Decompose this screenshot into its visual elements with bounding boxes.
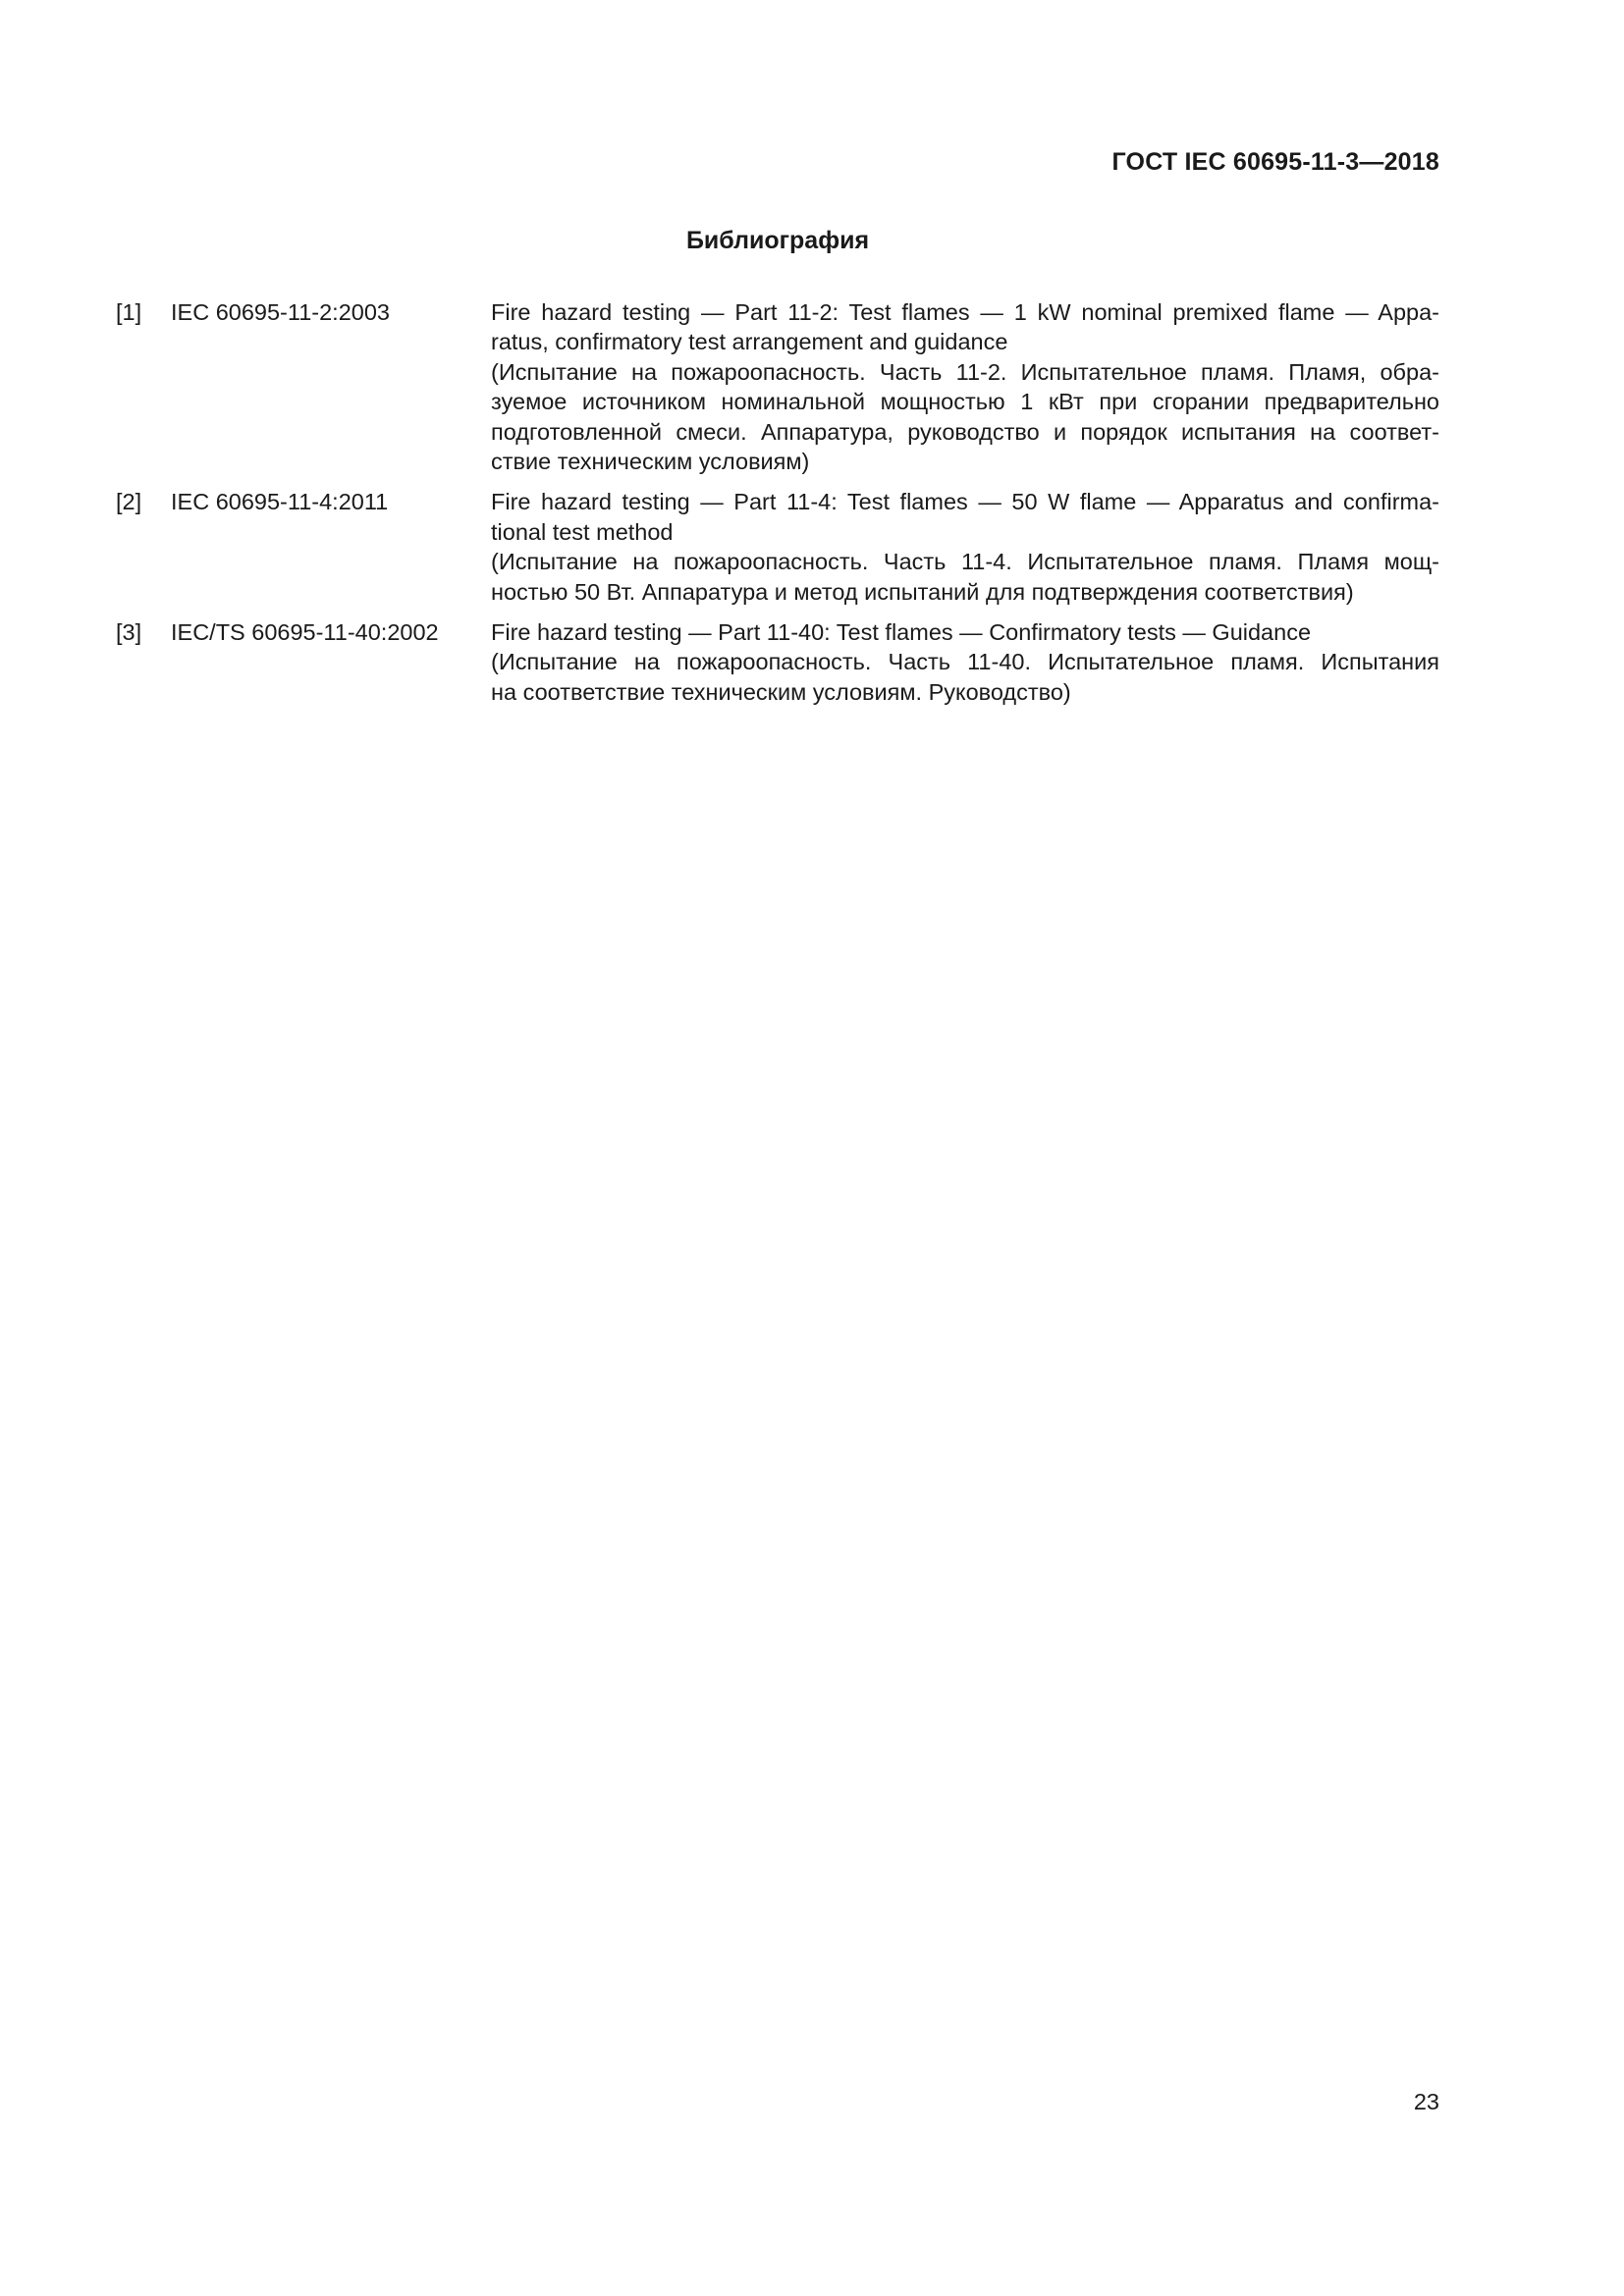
description-line: (Испытание на пожароопасность. Часть 11-4. Испытательное пламя. Пламя мощ- [491,549,1439,575]
page-number: 23 [1413,2089,1439,2114]
standard-code: IEC/TS 60695-11-40:2002 [171,619,439,646]
description-line: (Испытание на пожароопасность. Часть 11-40. Испытательное пламя. Испытания [491,649,1439,675]
standard-code: IEC 60695-11-2:2003 [171,299,390,325]
description-line: Fire hazard testing — Part 11-4: Test flames — 50 W flame — Apparatus and confirma- [491,489,1439,515]
description-line: ratus, confirmatory test arrangement and guidance [491,329,1008,355]
description-line: Fire hazard testing — Part 11-2: Test flames — 1 kW nominal premixed flame — Appa- [491,299,1439,325]
description-line: зуемое источником номинальной мощностью 1 кВт при сгорании предварительно [491,389,1439,415]
document-code-header: ГОСТ IEC 60695-11-3—2018 [1111,148,1439,176]
bibliography-list [116,297,1439,707]
bibliography-entry-3 [116,617,1439,707]
entry-number: [1] [116,299,142,325]
bibliography-title: Библиография [685,227,870,254]
standard-code: IEC 60695-11-4:2011 [171,489,389,515]
entry-description [491,487,1439,607]
description-line: ностью 50 Вт. Аппаратура и метод испытаний для подтверждения соответствия) [491,578,1354,605]
description-line: ствие техническим условиям) [491,449,810,475]
description-line: подготовленной смеси. Аппаратура, руководство и порядок испытания на соответ- [491,418,1439,445]
entry-description [491,297,1439,476]
bibliography-entry-1 [116,297,1439,476]
description-line: Fire hazard testing — Part 11-40: Test flames — Confirmatory tests — Guidance [491,619,1312,646]
bibliography-entry-2 [116,487,1439,607]
description-line: (Испытание на пожароопасность. Часть 11-2. Испытательное пламя. Пламя, обра- [491,358,1439,385]
entry-description [491,617,1439,707]
description-line: tional test method [491,518,674,545]
entry-number: [3] [116,619,142,646]
entry-number: [2] [116,489,142,515]
description-line: на соответствие техническим условиям. Руководство) [491,678,1071,705]
